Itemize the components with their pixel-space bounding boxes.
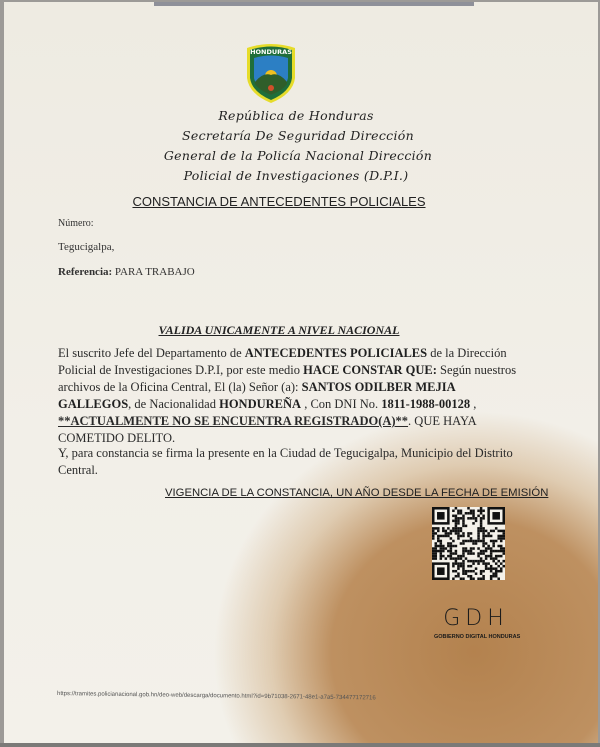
gdh-logo	[434, 606, 521, 640]
dni-number: 1811-1988-00128	[381, 397, 471, 411]
header-policia: General de la Policía Nacional Dirección	[163, 148, 433, 163]
nationality: HONDUREÑA	[219, 397, 302, 411]
department-name: ANTECEDENTES POLICIALES	[244, 346, 428, 360]
header-dpi: Policial de Investigaciones (D.P.I.)	[183, 168, 409, 183]
referencia-value: PARA TRABAJO	[114, 266, 195, 278]
bottom-shadow	[0, 743, 600, 747]
referencia-label: Referencia:	[58, 266, 113, 278]
police-crest-logo	[243, 42, 299, 104]
record-status: **ACTUALMENTE NO SE ENCUENTRA REGISTRADO(A)**	[58, 414, 409, 428]
gdh-letters: GDH	[443, 606, 509, 631]
hace-constar: HACE CONSTAR QUE:	[303, 363, 437, 377]
document-title: CONSTANCIA DE ANTECEDENTES POLICIALES	[132, 194, 426, 209]
body-text: de la Dirección Policial de Investigaciones D.P.I, por este medio	[58, 346, 507, 377]
city-label: Tegucigalpa,	[58, 241, 115, 253]
numero-label: Número:	[58, 218, 94, 229]
gdh-subtitle: GOBIERNO DIGITAL HONDURAS	[434, 634, 521, 640]
body-text: Según nuestros archivos de la Oficina Central, El (la) Señor (a):	[58, 363, 517, 394]
header-republica: República de Honduras	[218, 108, 374, 123]
referencia-line	[58, 266, 195, 278]
body-text: . QUE HAYA COMETIDO DELITO.	[58, 414, 476, 445]
certificate-body	[58, 345, 524, 447]
body-text: ,	[470, 397, 477, 411]
verification-url[interactable]: https://tramites.policianacional.gob.hn/deo-web/descarga/documento.html?id=9b71038-2671-48e1-a7a5-734477172716	[56, 691, 376, 702]
top-shadow	[154, 2, 474, 6]
header-secretaria: Secretaría De Seguridad Dirección	[182, 128, 414, 143]
body-text: , de Nacionalidad	[128, 397, 220, 411]
qr-code[interactable]	[432, 507, 505, 580]
document-page	[4, 2, 598, 745]
validity-notice: VIGENCIA DE LA CONSTANCIA, UN AÑO DESDE LA FECHA DE EMISIÓN	[165, 487, 549, 499]
person-name: SANTOS ODILBER MEJIA GALLEGOS	[58, 380, 455, 411]
body-text: El suscrito Jefe del Departamento de	[58, 346, 245, 360]
body-text: , Con DNI No.	[301, 397, 382, 411]
signature-paragraph: Y, para constancia se firma la presente en la Ciudad de Tegucigalpa, Municipio del Distrito Central.	[58, 446, 513, 477]
crest-text: HONDURAS	[250, 48, 292, 56]
valida-notice: VALIDA UNICAMENTE A NIVEL NACIONAL	[158, 323, 400, 337]
